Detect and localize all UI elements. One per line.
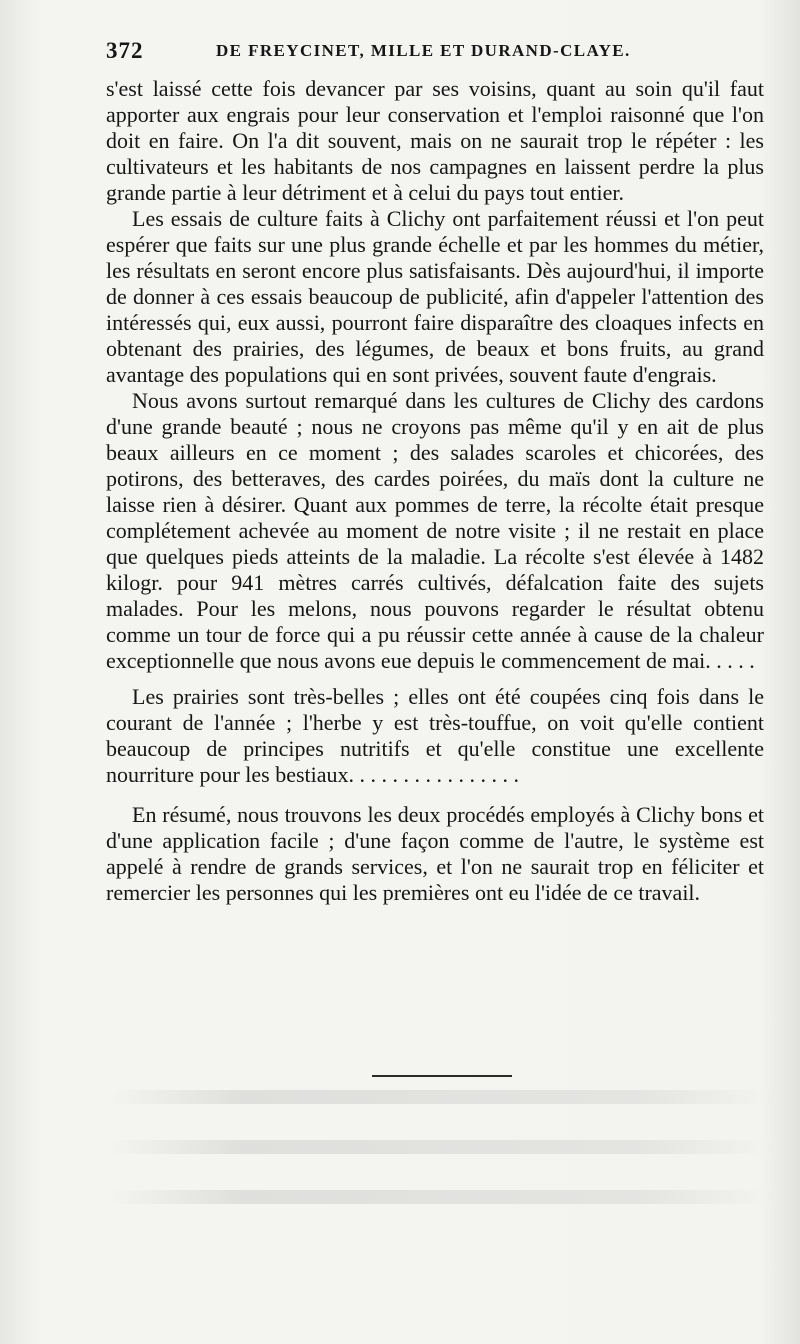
body-text (106, 76, 764, 906)
paragraph: Nous avons surtout remarqué dans les cultures de Clichy des cardons d'une grande beauté ; nous ne croyons pas même qu'il y en ait de plus beaux ailleurs en ce moment ; des salades scaroles et chicorées, des potirons, des betteraves, des cardes poirées, du maïs dont la culture ne laisse rien à désirer. Quant aux pommes de terre, la récolte était presque complétement achevée au moment de notre visite ; il ne restait en place que quelques pieds atteints de la maladie. La récolte s'est élevée à 1482 kilogr. pour 941 mètres carrés cultivés, défalcation faite des sujets malades. Pour les melons, nous pouvons regarder le résultat obtenu comme un tour de force qui a pu réussir cette année à cause de la chaleur exceptionnelle que nous avons eue depuis le commencement de mai. . . . . (106, 388, 764, 673)
paragraph: s'est laissé cette fois devancer par ses voisins, quant au soin qu'il faut apporter aux engrais pour leur conservation et l'emploi raisonné que l'on doit en faire. On l'a dit souvent, mais on ne saurait trop le répéter : les cultivateurs et les habitants de nos campagnes en laissent perdre la plus grande partie à leur détriment et à celui du pays tout entier. (106, 76, 764, 205)
show-through-shadow (110, 1140, 770, 1154)
show-through-shadow (110, 1190, 770, 1204)
page-number: 372 (106, 38, 144, 63)
running-head: DE FREYCINET, MILLE ET DURAND-CLAYE. (216, 41, 631, 60)
paragraph: Les essais de culture faits à Clichy ont parfaitement réussi et l'on peut espérer que faits sur une plus grande échelle et par les hommes du métier, les résultats en seront encore plus satisfaisants. Dès aujourd'hui, il importe de donner à ces essais beaucoup de publicité, afin d'appeler l'attention des intéressés qui, eux aussi, pourront faire disparaître des cloaques infects en obtenant des prairies, des légumes, de beaux et bons fruits, au grand avantage des populations qui en sont privées, souvent faute d'engrais. (106, 206, 764, 387)
paragraph: Les prairies sont très-belles ; elles ont été coupées cinq fois dans le courant de l'année ; l'herbe y est très-touffue, on voit qu'elle contient beaucoup de principes nutritifs et qu'elle constitue une excellente nourriture pour les bestiaux. . . . . . . . . . . . . . . . (106, 684, 764, 787)
section-end-rule (372, 1075, 512, 1077)
page-header (106, 38, 766, 68)
show-through-shadow (110, 1090, 770, 1104)
paragraph: En résumé, nous trouvons les deux procédés employés à Clichy bons et d'une application facile ; d'une façon comme de l'autre, le système est appelé à rendre de grands services, et l'on ne saurait trop en féliciter et remercier les personnes qui les premières ont eu l'idée de ce travail. (106, 802, 764, 905)
